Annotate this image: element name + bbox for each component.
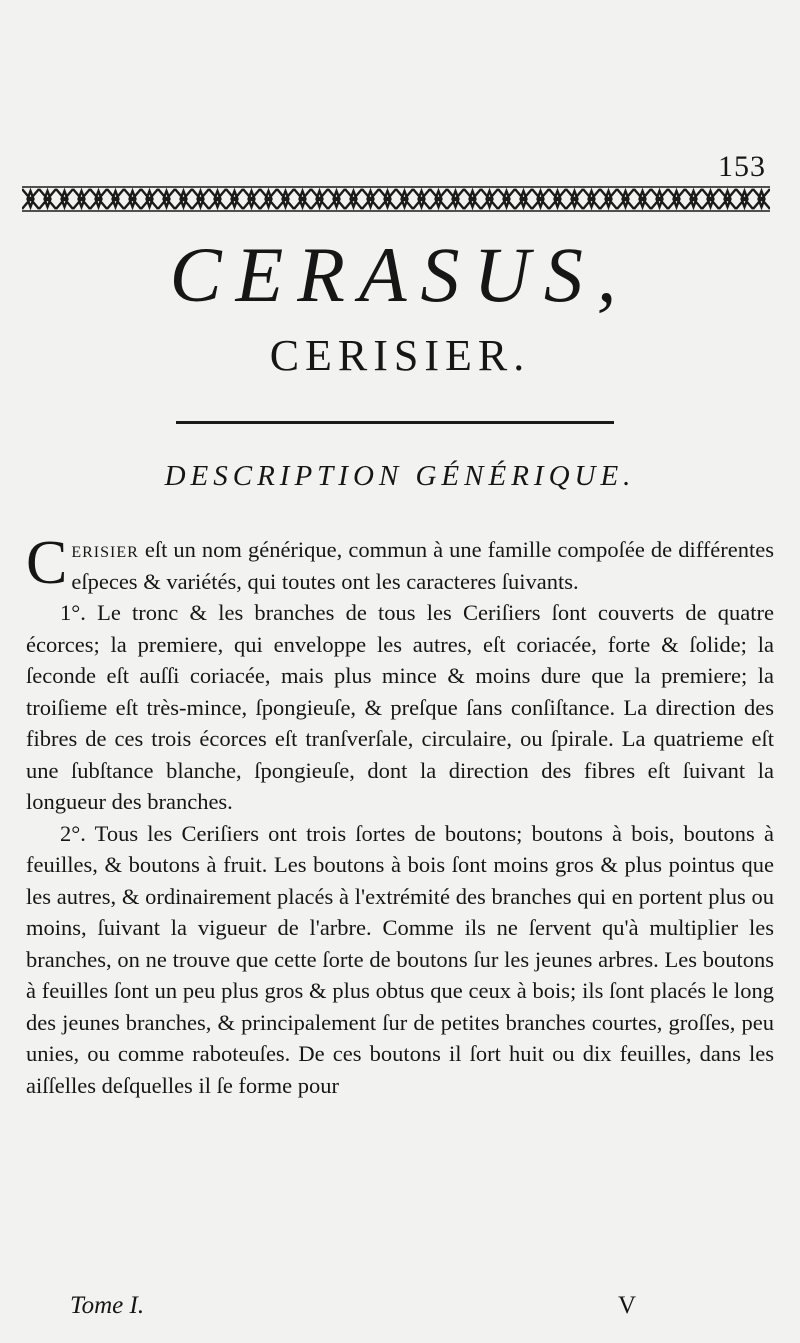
intro-smallcaps-word: erisier [71, 537, 139, 562]
ornament-pattern [22, 189, 770, 209]
decorative-border [22, 186, 770, 212]
page-number: 153 [718, 150, 766, 183]
section-heading: DESCRIPTION GÉNÉRIQUE. [164, 460, 636, 492]
body-text [26, 529, 774, 1101]
footer-volume: Tome I. [70, 1292, 145, 1319]
latin-title: CERASUS, [169, 231, 631, 318]
title-rule [176, 421, 614, 424]
intro-paragraph [26, 529, 774, 597]
ornament-band [22, 186, 770, 212]
footer-signature: V [618, 1292, 637, 1319]
french-title: CERISIER. [269, 331, 531, 380]
drop-cap: C [26, 529, 68, 597]
paragraph-2: 2°. Tous les Ceriſiers ont trois ſortes de boutons; boutons à bois, boutons à feuilles, & boutons à fruit. Les boutons à bois ſont moins gros & plus pointus que les autres, & ordinairement placés à l'extrémité des branches qui en portent plus ou moins, ſuivant la vigueur de l'arbre. Comme ils ne ſervent qu'à multiplier les branches, on ne trouve que cette ſorte de boutons ſur les jeunes arbres. Les boutons à feuilles ſont un peu plus gros & plus obtus que ceux à bois; ils ſont placés le long des jeunes branches, & principalement ſur de petites branches courtes, groſſes, peu unies, ou comme raboteuſes. De ces boutons il ſort huit ou dix feuilles, dans les aiſſelles deſquelles il ſe forme pour [26, 820, 774, 1098]
paragraph-1: 1°. Le tronc & les branches de tous les Ceriſiers ſont couverts de quatre écorces; la premiere, qui enveloppe les autres, eſt coriacée, forte & ſolide; la ſeconde eſt auſſi coriacée, mais plus mince & moins dure que la premiere; la troiſieme eſt très-mince, ſpongieuſe, & preſque ſans conſiſtance. La direction des fibres de ces trois écorces eſt tranſverſale, circulaire, ou ſpirale. La quatrieme eſt une ſubſtance blanche, ſpongieuſe, dont la direction des fibres eſt ſuivant la longueur des branches. [26, 600, 774, 814]
intro-text: eſt un nom générique, commun à une famille compoſée de différentes eſpeces & variétés, qui toutes ont les caracteres ſuivants. [71, 537, 774, 594]
